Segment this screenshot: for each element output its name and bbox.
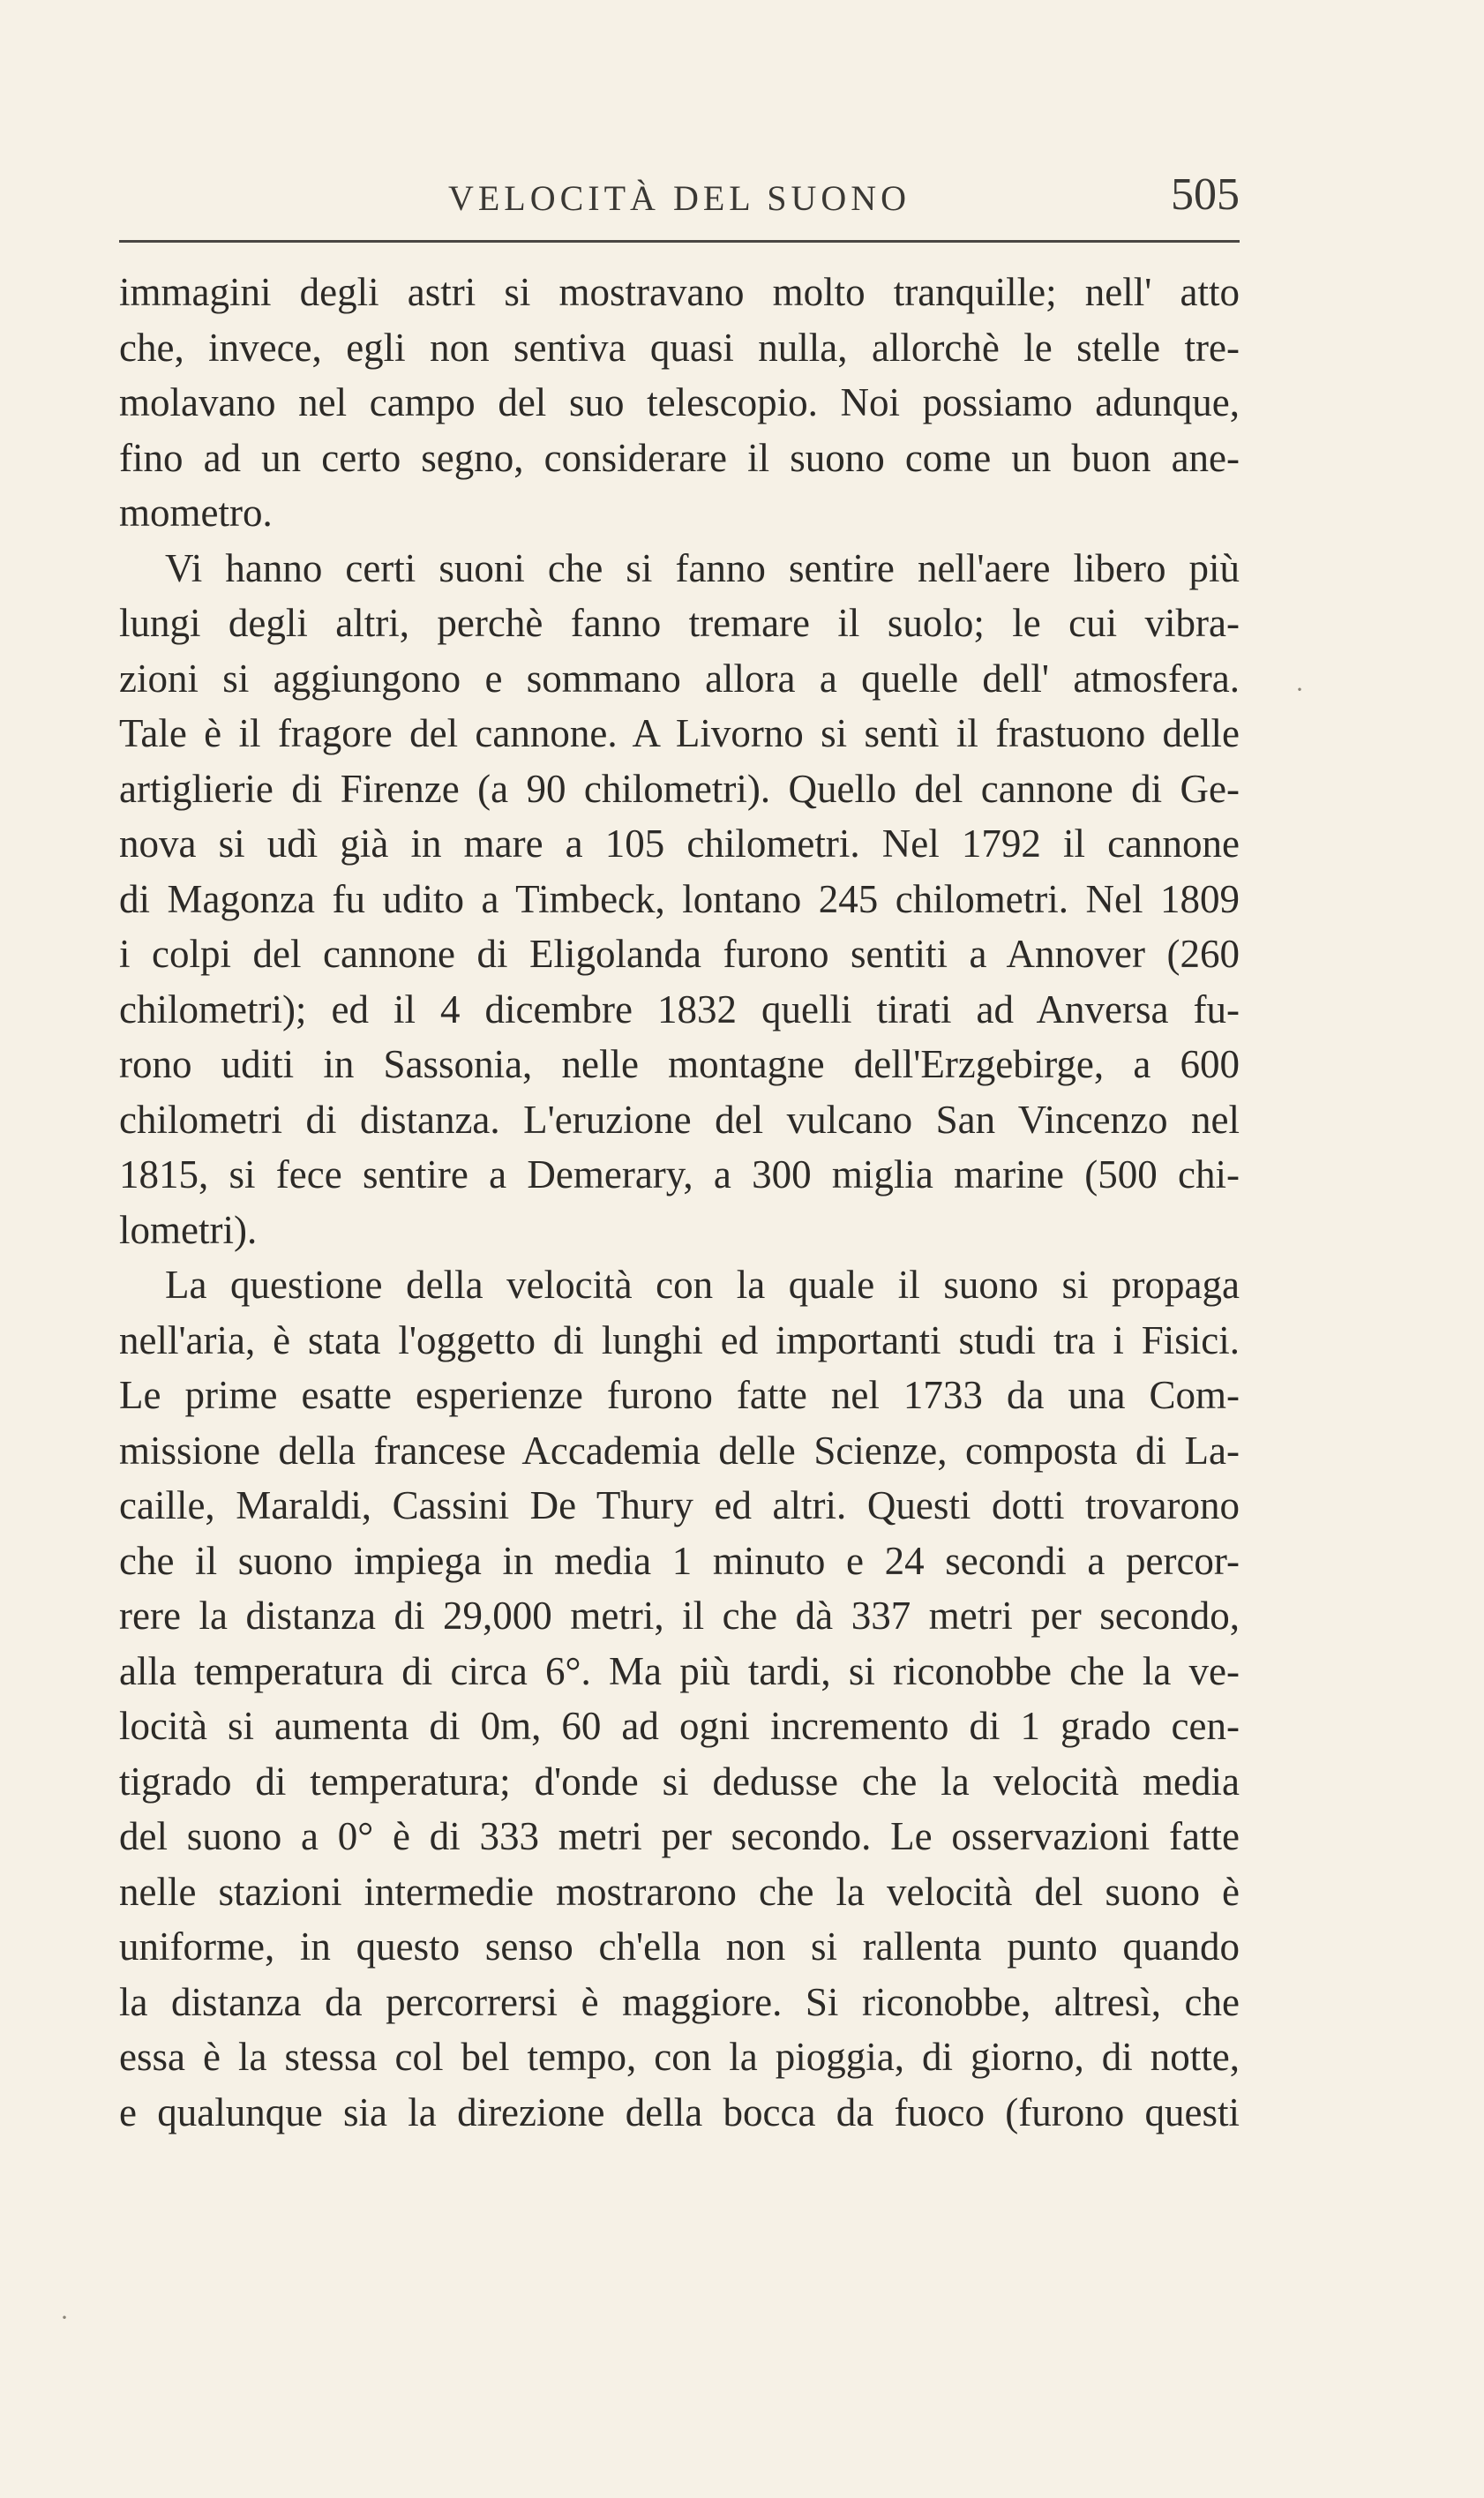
text-line: che il suono impiega in media 1 minuto e 24 secondi a percor- [119, 1538, 1240, 1583]
text-line: immagini degli astri si mostravano molto tranquille; nell' atto [119, 270, 1240, 314]
margin-speck: · [60, 2303, 69, 2332]
text-line: tigrado di temperatura; d'onde si dedusse che la velocità media [119, 1759, 1240, 1804]
paragraph-3 [119, 1257, 1240, 2140]
text-line: e qualunque sia la direzione della bocca da fuoco (furono questi [119, 2089, 1240, 2134]
text-line: caille, Maraldi, Cassini De Thury ed altri. Questi dotti trovarono [119, 1483, 1240, 1527]
text-line: chilometri di distanza. L'eruzione del vulcano San Vincenzo nel [119, 1097, 1240, 1142]
text-line: molavano nel campo del suo telescopio. Noi possiamo adunque, [119, 380, 1240, 424]
text-line: alla temperatura di circa 6°. Ma più tardi, si riconobbe che la ve- [119, 1648, 1240, 1693]
header-rule [119, 240, 1240, 243]
text-line: che, invece, egli non sentiva quasi nulla, allorchè le stelle tre- [119, 325, 1240, 370]
body-text [119, 265, 1240, 2140]
text-line: Le prime esatte esperienze furono fatte nel 1733 da una Com- [119, 1373, 1240, 1417]
text-line: nelle stazioni intermedie mostrarono che la velocità del suono è [119, 1869, 1240, 1914]
text-line: rere la distanza di 29,000 metri, il che dà 337 metri per secondo, [119, 1594, 1240, 1638]
text-line: del suono a 0° è di 333 metri per secondo. Le osservazioni fatte [119, 1814, 1240, 1858]
text-line: Tale è il fragore del cannone. A Livorno si sentì il frastuono delle [119, 711, 1240, 755]
page-number: 505 [1171, 169, 1240, 220]
text-line: nell'aria, è stata l'oggetto di lunghi ed importanti studi tra i Fisici. [119, 1317, 1240, 1362]
text-line: La questione della velocità con la quale il suono si propaga [165, 1263, 1240, 1307]
text-line: la distanza da percorrersi è maggiore. Si riconobbe, altresì, che [119, 1979, 1240, 2024]
margin-speck: · [1295, 675, 1304, 704]
text-line: lometri). [119, 1207, 258, 1252]
text-line: nova si udì già in mare a 105 chilometri. Nel 1792 il cannone [119, 821, 1240, 866]
text-line: fino ad un certo segno, considerare il suono come un buon ane- [119, 435, 1240, 480]
text-line: uniforme, in questo senso ch'ella non si rallenta punto quando [119, 1924, 1240, 1969]
paragraph-2 [119, 541, 1240, 1258]
text-line: mometro. [119, 491, 273, 535]
running-title: VELOCITÀ DEL SUONO [447, 178, 911, 218]
text-line: chilometri); ed il 4 dicembre 1832 quelli tirati ad Anversa fu- [119, 986, 1240, 1031]
text-line: lungi degli altri, perchè fanno tremare il suolo; le cui vibra- [119, 601, 1240, 645]
text-line: missione della francese Accademia delle Scienze, composta di La- [119, 1428, 1240, 1473]
text-line: artiglierie di Firenze (a 90 chilometri). Quello del cannone di Ge- [119, 766, 1240, 811]
text-line: rono uditi in Sassonia, nelle montagne dell'Erzgebirge, a 600 [119, 1042, 1240, 1086]
text-line: essa è la stessa col bel tempo, con la pioggia, di giorno, di notte, [119, 2035, 1240, 2079]
text-line: Vi hanno certi suoni che si fanno sentire nell'aere libero più [165, 545, 1240, 590]
paragraph-1 [119, 265, 1240, 541]
text-line: locità si aumenta di 0m, 60 ad ogni incremento di 1 grado cen- [119, 1704, 1240, 1748]
text-line: i colpi del cannone di Eligolanda furono sentiti a Annover (260 [119, 932, 1240, 976]
text-line: zioni si aggiungono e sommano allora a quelle dell' atmosfera. [119, 656, 1240, 701]
running-head [119, 163, 1240, 225]
text-line: 1815, si fece sentire a Demerary, a 300 miglia marine (500 chi- [119, 1152, 1240, 1196]
text-line: di Magonza fu udito a Timbeck, lontano 245 chilometri. Nel 1809 [119, 876, 1240, 921]
